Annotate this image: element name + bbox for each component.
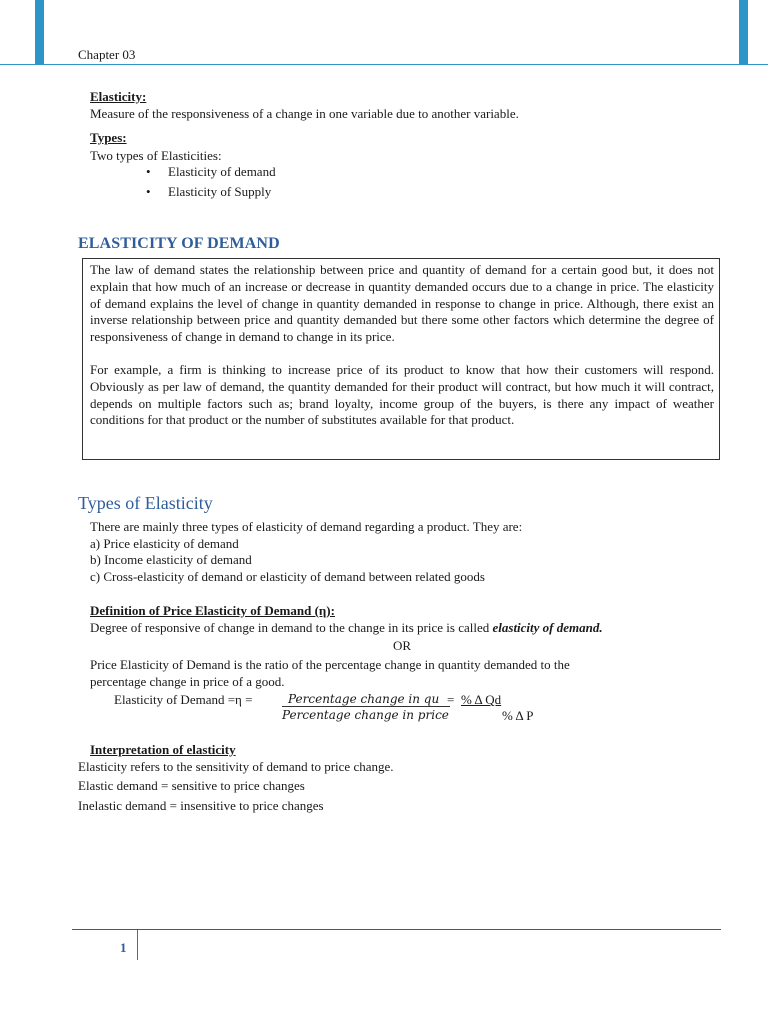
types-intro: Two types of Elasticities: bbox=[90, 148, 222, 163]
formula-right-denominator: % Δ P bbox=[502, 708, 534, 723]
list-item: b) Income elasticity of demand bbox=[90, 552, 252, 567]
law-of-demand-box bbox=[82, 258, 720, 460]
interpretation-line: Inelastic demand = insensitive to price changes bbox=[78, 798, 324, 813]
interpretation-heading: Interpretation of elasticity bbox=[90, 742, 236, 757]
list-item: c) Cross-elasticity of demand or elasticity of demand between related goods bbox=[90, 569, 485, 584]
interpretation-line: Elastic demand = sensitive to price changes bbox=[78, 778, 305, 793]
header-left-bar bbox=[35, 0, 44, 64]
definition-line-1-emphasis: elasticity of demand. bbox=[492, 620, 603, 635]
footer-rule bbox=[72, 929, 721, 930]
formula-equals: = bbox=[447, 692, 455, 707]
footer-divider bbox=[137, 930, 138, 960]
page-number: 1 bbox=[120, 940, 127, 955]
list-item: a) Price elasticity of demand bbox=[90, 536, 239, 551]
definition-line-2b: percentage change in price of a good. bbox=[90, 674, 285, 689]
box-paragraph-2: For example, a firm is thinking to increase price of its product to know that how their customers will respond. Obviously as per law of demand, the quantity demanded for their product will contract, but how much it will contract, depends on multiple factors such as; brand loyalty, income group of the buyers, is there any impact of weather conditions for that product or the number of substitutes available for that product. bbox=[90, 361, 714, 428]
types-list bbox=[168, 162, 276, 202]
or-separator: OR bbox=[393, 638, 412, 653]
chapter-label: Chapter 03 bbox=[78, 47, 136, 62]
formula-denominator: Percentage change in price bbox=[282, 708, 449, 722]
list-item: • Elasticity of Supply bbox=[168, 182, 276, 202]
types-of-elasticity-intro: There are mainly three types of elasticity of demand regarding a product. They are: bbox=[90, 519, 523, 534]
box-paragraph-1: The law of demand states the relationship between price and quantity of demand for a certain good but, it does not explain that how much of an increase or decrease in quantity demanded occurs due to a change in price. The elasticity of demand explains the level of change in quantity demanded in response to change in price. Although, there exist an inverse relationship between price and quantity demanded but there some other factors which determine the degree of responsiveness of change in demand to change in its price. bbox=[90, 262, 714, 345]
elasticity-definition: Measure of the responsiveness of a change in one variable due to another variable. bbox=[90, 106, 519, 121]
definition-line-1-text: Degree of responsive of change in demand to the change in its price is called bbox=[90, 620, 493, 635]
header-right-bar bbox=[739, 0, 748, 64]
definition-heading: Definition of Price Elasticity of Demand (η): bbox=[90, 603, 335, 618]
header-rule bbox=[0, 64, 768, 65]
formula-numerator: Percentage change in qu bbox=[288, 692, 440, 706]
types-heading: Types: bbox=[90, 130, 127, 145]
definition-line-2: Price Elasticity of Demand is the ratio of the percentage change in quantity demanded to the bbox=[90, 657, 570, 672]
definition-line-1 bbox=[90, 619, 603, 636]
section-title-elasticity-of-demand: ELASTICITY OF DEMAND bbox=[78, 235, 280, 252]
formula-lhs: Elasticity of Demand =η = bbox=[114, 692, 253, 707]
interpretation-line: Elasticity refers to the sensitivity of demand to price change. bbox=[78, 759, 394, 774]
list-item: • Elasticity of demand bbox=[168, 162, 276, 182]
formula-right-numerator: % Δ Qd bbox=[461, 692, 502, 707]
section-title-types-of-elasticity: Types of Elasticity bbox=[78, 493, 213, 513]
elasticity-heading: Elasticity: bbox=[90, 89, 147, 104]
